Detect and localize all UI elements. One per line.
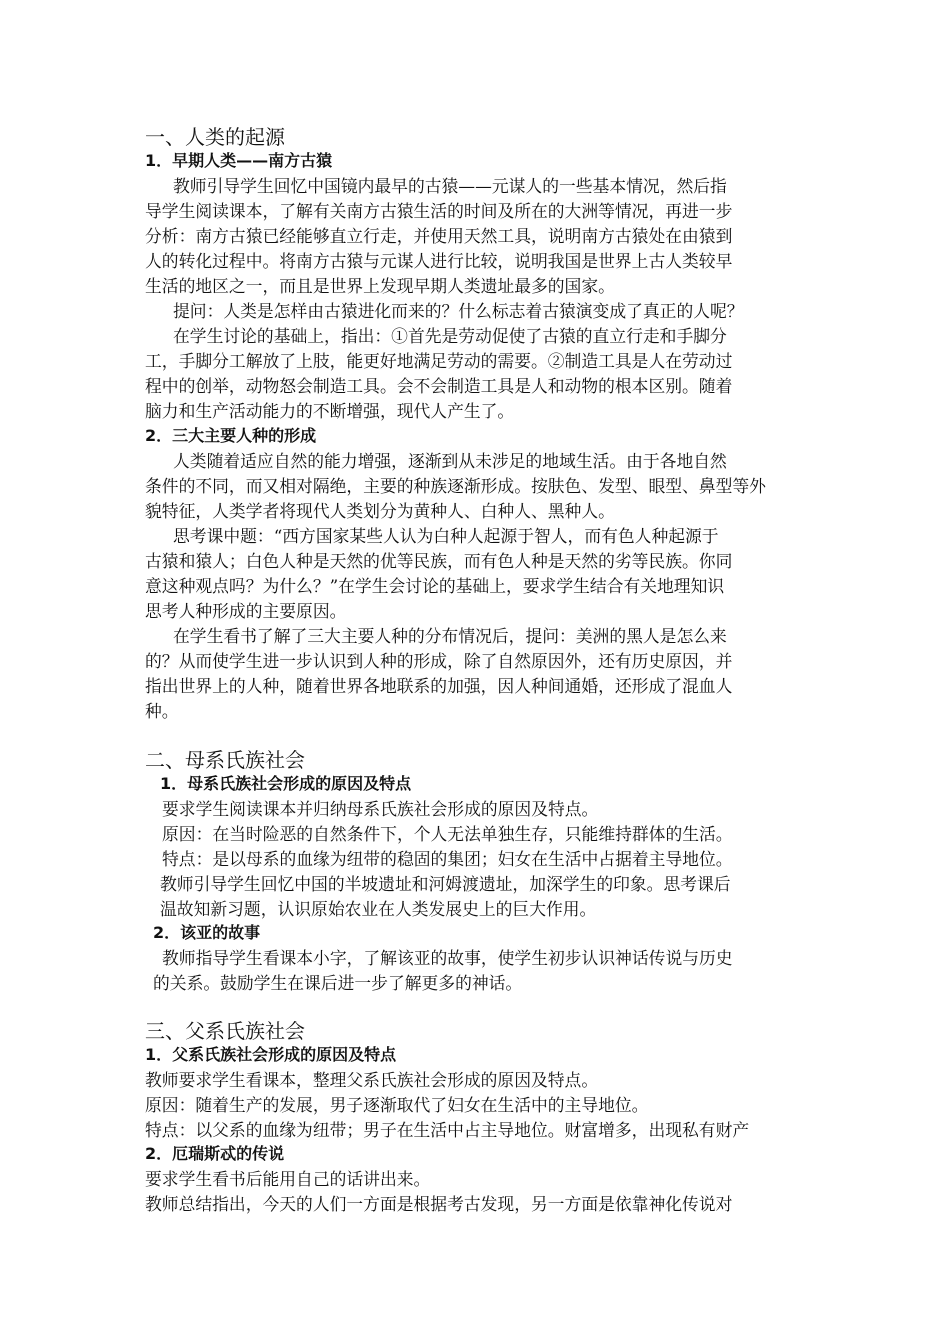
paragraph-line: 条件的不同，而又相对隔绝，主要的种族逐渐形成。按肤色、发型、眼型、鼻型等外	[145, 476, 766, 496]
paragraph-line: 提问：人类是怎样由古猿进化而来的？什么标志着古猿演变成了真正的人呢？	[173, 301, 744, 321]
paragraph-line: 原因：随着生产的发展，男子逐渐取代了妇女在生活中的主导地位。	[145, 1095, 649, 1115]
paragraph-line: 教师总结指出，今天的人们一方面是根据考古发现，另一方面是依靠神化传说对	[145, 1194, 733, 1214]
subsection-heading: 2．三大主要人种的形成	[145, 426, 317, 445]
paragraph-line: 教师引导学生回忆中国镜内最早的古猿——元谋人的一些基本情况，然后指	[173, 176, 727, 196]
paragraph-line: 思考人种形成的主要原因。	[145, 601, 347, 621]
paragraph-line: 工，手脚分工解放了上肢，能更好地满足劳动的需要。②制造工具是人在劳动过	[145, 351, 733, 371]
paragraph-line: 特点：以父系的血缘为纽带；男子在生活中占主导地位。财富增多，出现私有财产	[145, 1120, 750, 1140]
subsection-heading: 2．厄瑞斯忒的传说	[145, 1144, 285, 1163]
paragraph-line: 温故知新习题，认识原始农业在人类发展史上的巨大作用。	[160, 899, 597, 919]
paragraph-line: 分析：南方古猿已经能够直立行走，并使用天然工具，说明南方古猿处在由猿到	[145, 226, 733, 246]
paragraph-line: 教师指导学生看课本小字，了解该亚的故事，使学生初步认识神话传说与历史	[162, 948, 733, 968]
paragraph-line: 的？从而使学生进一步认识到人种的形成，除了自然原因外，还有历史原因，并	[145, 651, 733, 671]
paragraph-line: 在学生看书了解了三大主要人种的分布情况后，提问：美洲的黑人是怎么来	[173, 626, 727, 646]
paragraph-line: 貌特征，人类学者将现代人类划分为黄种人、白种人、黑种人。	[145, 501, 615, 521]
paragraph-line: 古猿和猿人；白色人种是天然的优等民族，而有色人种是天然的劣等民族。你同	[145, 551, 733, 571]
paragraph-line: 要求学生阅读课本并归纳母系氏族社会形成的原因及特点。	[162, 799, 599, 819]
paragraph-line: 特点：是以母系的血缘为纽带的稳固的集团；妇女在生活中占据着主导地位。	[162, 849, 733, 869]
paragraph-line: 教师引导学生回忆中国的半坡遗址和河姆渡遗址，加深学生的印象。思考课后	[160, 874, 731, 894]
paragraph-line: 生活的地区之一，而且是世界上发现早期人类遗址最多的国家。	[145, 276, 615, 296]
paragraph-line: 人类随着适应自然的能力增强，逐渐到从未涉足的地域生活。由于各地自然	[173, 451, 727, 471]
paragraph-line: 教师要求学生看课本，整理父系氏族社会形成的原因及特点。	[145, 1070, 599, 1090]
paragraph-line: 指出世界上的人种，随着世界各地联系的加强，因人种间通婚，还形成了混血人	[145, 676, 733, 696]
section-title: 二、母系氏族社会	[145, 748, 305, 772]
paragraph-line: 种。	[145, 701, 179, 721]
section-title: 一、人类的起源	[145, 125, 285, 149]
paragraph-line: 的关系。鼓励学生在课后进一步了解更多的神话。	[153, 973, 523, 993]
paragraph-line: 人的转化过程中。将南方古猿与元谋人进行比较，说明我国是世界上古人类较早	[145, 251, 733, 271]
subsection-heading: 1．父系氏族社会形成的原因及特点	[145, 1045, 397, 1064]
paragraph-line: 脑力和生产活动能力的不断增强，现代人产生了。	[145, 401, 515, 421]
subsection-heading: 1．早期人类——南方古猿	[145, 151, 333, 170]
paragraph-line: 原因：在当时险恶的自然条件下，个人无法单独生存，只能维持群体的生活。	[162, 824, 733, 844]
paragraph-line: 在学生讨论的基础上，指出：①首先是劳动促使了古猿的直立行走和手脚分	[173, 326, 727, 346]
subsection-heading: 2．该亚的故事	[153, 923, 261, 942]
paragraph-line: 思考课中题：“西方国家某些人认为白种人起源于智人，而有色人种起源于	[173, 526, 719, 546]
paragraph-line: 程中的创举，动物怒会制造工具。会不会制造工具是人和动物的根本区别。随着	[145, 376, 733, 396]
paragraph-line: 导学生阅读课本，了解有关南方古猿生活的时间及所在的大洲等情况，再进一步	[145, 201, 733, 221]
paragraph-line: 意这种观点吗？为什么？”在学生会讨论的基础上，要求学生结合有关地理知识	[145, 576, 725, 596]
subsection-heading: 1．母系氏族社会形成的原因及特点	[160, 774, 412, 793]
paragraph-line: 要求学生看书后能用自己的话讲出来。	[145, 1169, 431, 1189]
section-title: 三、父系氏族社会	[145, 1019, 305, 1043]
